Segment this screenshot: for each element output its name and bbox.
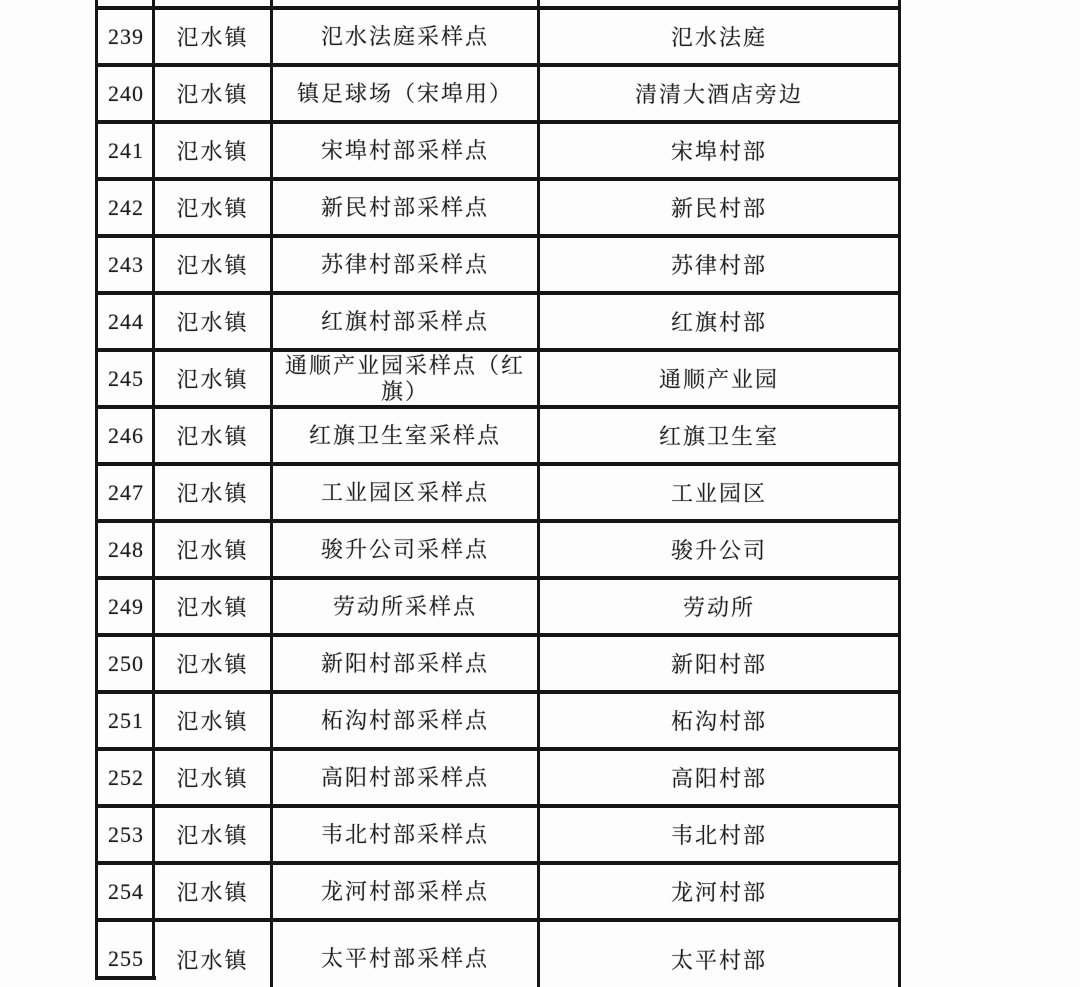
row-number-cell: 251 — [97, 692, 154, 749]
row-number-cell: 250 — [97, 635, 154, 692]
location-cell: 苏律村部 — [539, 236, 900, 293]
town-cell: 氾水镇 — [154, 863, 272, 920]
location-cell: 清清大酒店旁边 — [539, 65, 900, 122]
table-row — [97, 749, 900, 806]
table-row — [97, 122, 900, 179]
sampling-site-cell: 镇足球场（宋埠用） — [272, 65, 539, 122]
town-cell: 氾水镇 — [154, 578, 272, 635]
table-row — [97, 920, 900, 987]
sampling-site-cell: 宋埠村部采样点 — [272, 122, 539, 179]
table-row — [97, 8, 900, 65]
location-cell: 柘沟村部 — [539, 692, 900, 749]
location-cell: 劳动所 — [539, 578, 900, 635]
town-cell: 氾水镇 — [154, 122, 272, 179]
table-row — [97, 521, 900, 578]
sampling-site-cell: 红旗卫生室采样点 — [272, 407, 539, 464]
clipped-cell — [272, 0, 539, 8]
row-number-cell: 242 — [97, 179, 154, 236]
sampling-site-cell: 太平村部采样点 — [272, 920, 539, 987]
sampling-site-cell: 通顺产业园采样点（红旗） — [272, 350, 539, 407]
location-cell: 氾水法庭 — [539, 8, 900, 65]
town-cell: 氾水镇 — [154, 407, 272, 464]
location-cell: 红旗卫生室 — [539, 407, 900, 464]
town-cell: 氾水镇 — [154, 920, 272, 987]
row-number-cell: 254 — [97, 863, 154, 920]
location-cell: 红旗村部 — [539, 293, 900, 350]
row-number-cell: 247 — [97, 464, 154, 521]
page-margin-patch — [92, 980, 158, 987]
clipped-cell — [97, 0, 154, 8]
location-cell: 高阳村部 — [539, 749, 900, 806]
sampling-site-cell: 氾水法庭采样点 — [272, 8, 539, 65]
table-row — [97, 236, 900, 293]
town-cell: 氾水镇 — [154, 350, 272, 407]
table-row — [97, 179, 900, 236]
row-number-cell: 244 — [97, 293, 154, 350]
clipped-cell — [154, 0, 272, 8]
town-cell: 氾水镇 — [154, 749, 272, 806]
row-number-cell: 255 — [97, 920, 154, 987]
row-number-cell: 248 — [97, 521, 154, 578]
table-row — [97, 863, 900, 920]
row-number-cell: 243 — [97, 236, 154, 293]
table-row — [97, 806, 900, 863]
table-row — [97, 578, 900, 635]
location-cell: 工业园区 — [539, 464, 900, 521]
table-row — [97, 635, 900, 692]
town-cell: 氾水镇 — [154, 236, 272, 293]
town-cell: 氾水镇 — [154, 464, 272, 521]
sampling-site-cell: 高阳村部采样点 — [272, 749, 539, 806]
table-row — [97, 65, 900, 122]
sampling-site-cell: 苏律村部采样点 — [272, 236, 539, 293]
location-cell: 通顺产业园 — [539, 350, 900, 407]
town-cell: 氾水镇 — [154, 521, 272, 578]
clipped-top-row — [97, 0, 900, 8]
location-cell: 宋埠村部 — [539, 122, 900, 179]
sampling-site-cell: 红旗村部采样点 — [272, 293, 539, 350]
location-cell: 太平村部 — [539, 920, 900, 987]
town-cell: 氾水镇 — [154, 179, 272, 236]
town-cell: 氾水镇 — [154, 635, 272, 692]
location-cell: 韦北村部 — [539, 806, 900, 863]
table-row — [97, 350, 900, 407]
clipped-cell — [539, 0, 900, 8]
row-number-cell: 240 — [97, 65, 154, 122]
sampling-site-cell: 新民村部采样点 — [272, 179, 539, 236]
location-cell: 新民村部 — [539, 179, 900, 236]
sampling-site-cell: 韦北村部采样点 — [272, 806, 539, 863]
sampling-site-cell: 柘沟村部采样点 — [272, 692, 539, 749]
table-row — [97, 293, 900, 350]
row-number-cell: 245 — [97, 350, 154, 407]
sampling-site-cell: 新阳村部采样点 — [272, 635, 539, 692]
row-number-cell: 252 — [97, 749, 154, 806]
row-number-cell: 241 — [97, 122, 154, 179]
sampling-site-cell: 龙河村部采样点 — [272, 863, 539, 920]
row-number-cell: 249 — [97, 578, 154, 635]
town-cell: 氾水镇 — [154, 65, 272, 122]
row-number-cell: 246 — [97, 407, 154, 464]
table-row — [97, 692, 900, 749]
row-number-cell: 239 — [97, 8, 154, 65]
location-cell: 骏升公司 — [539, 521, 900, 578]
sampling-site-cell: 工业园区采样点 — [272, 464, 539, 521]
table-row — [97, 407, 900, 464]
town-cell: 氾水镇 — [154, 806, 272, 863]
town-cell: 氾水镇 — [154, 8, 272, 65]
row-number-cell: 253 — [97, 806, 154, 863]
location-cell: 新阳村部 — [539, 635, 900, 692]
table-row — [97, 464, 900, 521]
town-cell: 氾水镇 — [154, 692, 272, 749]
table-body — [97, 0, 900, 987]
sampling-site-cell: 劳动所采样点 — [272, 578, 539, 635]
location-cell: 龙河村部 — [539, 863, 900, 920]
sampling-site-cell: 骏升公司采样点 — [272, 521, 539, 578]
sampling-points-table — [95, 0, 901, 987]
town-cell: 氾水镇 — [154, 293, 272, 350]
